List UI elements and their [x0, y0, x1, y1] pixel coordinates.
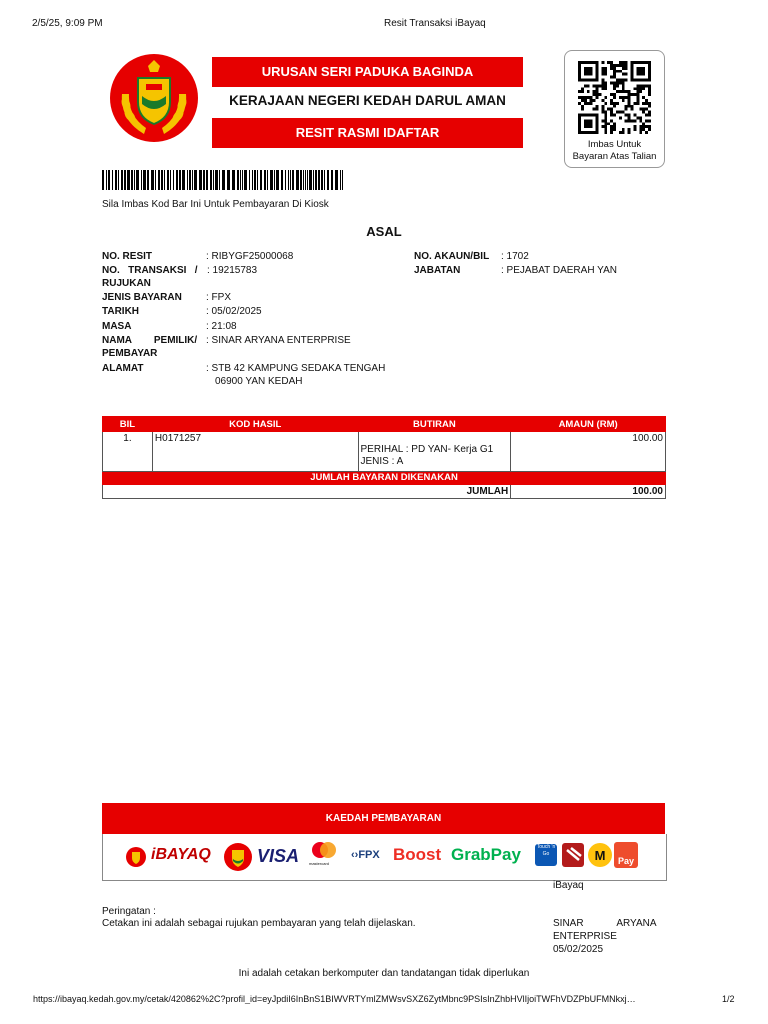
alamat-label: ALAMAT: [102, 363, 144, 374]
fpx-logo: ‹›FPX: [351, 849, 380, 861]
svg-text:M: M: [594, 848, 606, 863]
jabatan-value: : PEJABAT DAERAH YAN: [501, 265, 617, 276]
no-resit-label: NO. RESIT: [102, 251, 153, 262]
masa-value: : 21:08: [206, 321, 237, 332]
ibayaq-logo: iBAYAQ: [151, 846, 211, 863]
qr-code-icon[interactable]: [578, 61, 651, 134]
visa-logo: VISA: [257, 846, 300, 866]
maybank-icon: [587, 842, 613, 873]
notice-text: Cetakan ini adalah sebagai rujukan pembayaran yang telah dijelaskan.: [102, 918, 416, 929]
akaun-label: NO. AKAUN/BIL: [414, 251, 490, 262]
row-kod: H0171257: [152, 432, 358, 472]
payment-methods-title: KAEDAH PEMBAYARAN: [102, 803, 665, 834]
mastercard-label: mastercard: [309, 861, 330, 866]
kedah-crest-small-icon: [125, 846, 147, 873]
tarikh-value: : 05/02/2025: [206, 306, 262, 317]
banner-urusan: URUSAN SERI PADUKA BAGINDA: [212, 57, 523, 87]
bank-islam-icon: [561, 842, 585, 873]
no-transaksi-value: : 19215783: [207, 265, 258, 276]
computer-generated-note: Ini adalah cetakan berkomputer dan tandatangan tidak diperlukan: [238, 968, 530, 979]
no-resit-value: : RIBYGF25000068: [206, 251, 294, 262]
row-bil: 1.: [103, 432, 153, 472]
signer-name-line1: SINAR ARYANA: [553, 918, 657, 929]
kedah-crest-icon: [223, 842, 253, 877]
row-butiran: [358, 432, 511, 472]
qr-caption: [564, 139, 665, 163]
total-label: JUMLAH: [103, 485, 511, 499]
summary-label: JUMLAH BAYARAN DIKENAKAN: [103, 472, 666, 485]
nama-value: : SINAR ARYANA ENTERPRISE: [206, 335, 351, 346]
alamat-value-line1: : STB 42 KAMPUNG SEDAKA TENGAH: [206, 363, 386, 374]
tarikh-label: TARIKH: [102, 306, 140, 317]
copy-label: ASAL: [366, 224, 402, 239]
alamat-value-line2: 06900 YAN KEDAH: [215, 376, 303, 387]
notice-title: Peringatan :: [102, 906, 156, 917]
jenis-bayaran-label: JENIS BAYARAN: [102, 292, 182, 303]
akaun-value: : 1702: [501, 251, 529, 262]
items-table: [102, 416, 666, 499]
grabpay-logo: GrabPay: [451, 845, 521, 864]
jenis-bayaran-value: : FPX: [206, 292, 232, 303]
page-number: 1/2: [722, 994, 735, 1004]
footer-url[interactable]: https://ibayaq.kedah.gov.my/cetak/420862%2C?profil_id=eyJpdiI6InBnS1BIWVRTYmlZMWsvSXZ6ZytMbnc9PSIsInZhbHVlIjoiTWFhVDZPbUFMNkxj…: [33, 994, 636, 1004]
row-butiran-jenis: JENIS : A: [360, 456, 404, 467]
state-government-title: KERAJAAN NEGERI KEDAH DARUL AMAN: [229, 93, 506, 108]
qr-caption-line1: Imbas Untuk: [587, 139, 642, 150]
shopeepay-logo: Pay: [614, 842, 638, 868]
signer-date: 05/02/2025: [553, 944, 604, 955]
qr-caption-line2: Bayaran Atas Talian: [572, 151, 657, 162]
payment-logos: [102, 834, 667, 881]
tng-logo: Touch 'n Go: [535, 844, 557, 866]
jabatan-label: JABATAN: [414, 265, 461, 276]
kedah-crest-logo: [108, 50, 200, 146]
signer-name-line2: ENTERPRISE: [553, 931, 617, 942]
table-row: [103, 432, 666, 472]
row-amaun: 100.00: [511, 432, 666, 472]
barcode-icon: [102, 170, 344, 190]
banner-resit-rasmi: RESIT RASMI IDAFTAR: [212, 118, 523, 148]
boost-logo: Boost: [393, 845, 442, 864]
print-title: Resit Transaksi iBayaq: [384, 18, 486, 29]
row-butiran-perihal: PERIHAL : PD YAN- Kerja G1: [360, 444, 494, 455]
masa-label: MASA: [102, 321, 132, 332]
col-header-bil: BIL: [103, 417, 153, 432]
rujukan-label: RUJUKAN: [102, 278, 151, 289]
barcode-note: Sila Imbas Kod Bar Ini Untuk Pembayaran Di Kiosk: [102, 199, 329, 210]
payment-caption: iBayaq: [553, 880, 584, 891]
pembayar-label: PEMBAYAR: [102, 348, 158, 359]
col-header-amaun: AMAUN (RM): [511, 417, 666, 432]
total-value: 100.00: [511, 485, 666, 499]
col-header-kod: KOD HASIL: [152, 417, 358, 432]
fpx-arrows-icon: ‹›: [351, 849, 359, 861]
no-transaksi-label: NO. TRANSAKSI /: [102, 265, 198, 276]
nama-pemilik-label: NAMA PEMILIK/: [102, 335, 198, 346]
print-datetime: 2/5/25, 9:09 PM: [32, 18, 103, 29]
col-header-butiran: BUTIRAN: [358, 417, 511, 432]
